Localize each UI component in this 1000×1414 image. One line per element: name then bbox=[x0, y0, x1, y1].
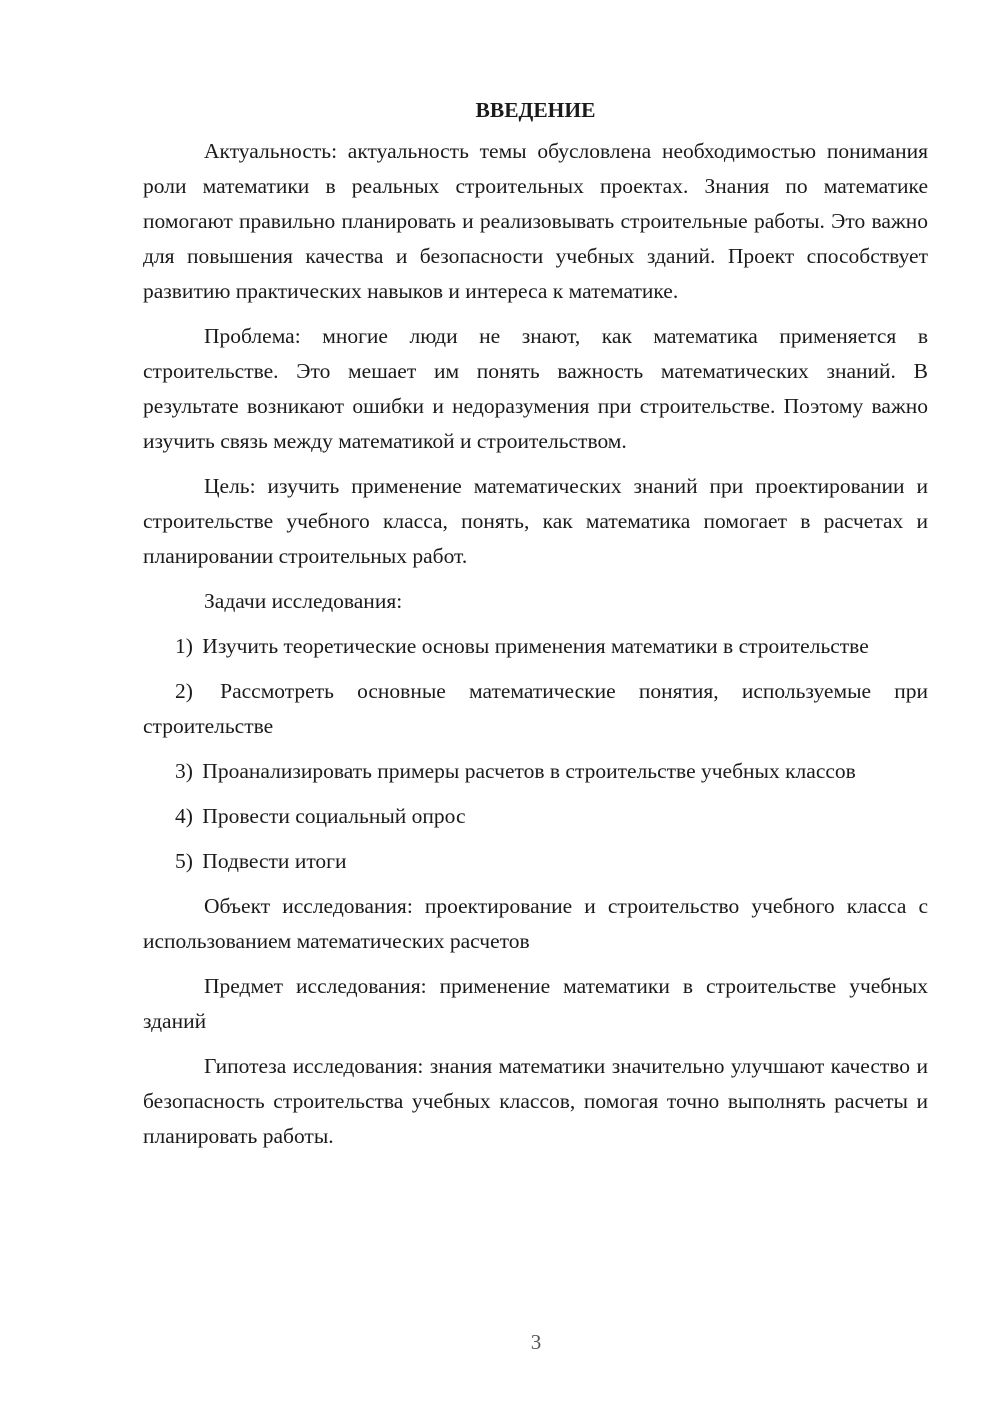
list-item-number: 2) bbox=[175, 679, 193, 703]
document-page bbox=[143, 93, 928, 1164]
list-item-text: Подвести итоги bbox=[202, 849, 347, 873]
list-item-text: Провести социальный опрос bbox=[202, 804, 466, 828]
page-title: ВВЕДЕНИЕ bbox=[475, 98, 596, 122]
tasks-list bbox=[143, 629, 928, 879]
list-item bbox=[143, 799, 928, 834]
list-item-number: 1) bbox=[175, 634, 193, 658]
paragraph-relevance: Актуальность: актуальность темы обусловлена необходимостью понимания роли математики в реальных строительных проектах. Знания по математике помогают правильно планировать и реализовывать строительные работы. Это важно для повышения качества и безопасности учебных зданий. Проект способствует развитию практических навыков и интереса к математике. bbox=[143, 139, 928, 303]
list-item-number: 4) bbox=[175, 804, 193, 828]
paragraph-hypothesis: Гипотеза исследования: знания математики значительно улучшают качество и безопасность строительства учебных классов, помогая точно выполнять расчеты и планировать работы. bbox=[143, 1054, 928, 1148]
list-item-text: Рассмотреть основные математические понятия, используемые при строительстве bbox=[143, 679, 928, 738]
list-item bbox=[143, 754, 928, 789]
list-item-text: Изучить теоретические основы применения математики в строительстве bbox=[202, 634, 869, 658]
list-item-number: 3) bbox=[175, 759, 193, 783]
paragraph-goal: Цель: изучить применение математических знаний при проектировании и строительстве учебного класса, понять, как математика помогает в расчетах и планировании строительных работ. bbox=[143, 474, 928, 568]
paragraph-problem: Проблема: многие люди не знают, как математика применяется в строительстве. Это мешает им понять важность математических знаний. В результате возникают ошибки и недоразумения при строительстве. Поэтому важно изучить связь между математикой и строительством. bbox=[143, 324, 928, 453]
list-item bbox=[143, 844, 928, 879]
tasks-heading: Задачи исследования: bbox=[204, 589, 403, 613]
list-item-text: Проанализировать примеры расчетов в строительстве учебных классов bbox=[202, 759, 856, 783]
paragraph-object: Объект исследования: проектирование и строительство учебного класса с использованием математических расчетов bbox=[143, 894, 928, 953]
list-item-number: 5) bbox=[175, 849, 193, 873]
paragraph-subject: Предмет исследования: применение математики в строительстве учебных зданий bbox=[143, 974, 928, 1033]
list-item bbox=[143, 674, 928, 744]
page-number: 3 bbox=[530, 1330, 542, 1354]
list-item bbox=[143, 629, 928, 664]
